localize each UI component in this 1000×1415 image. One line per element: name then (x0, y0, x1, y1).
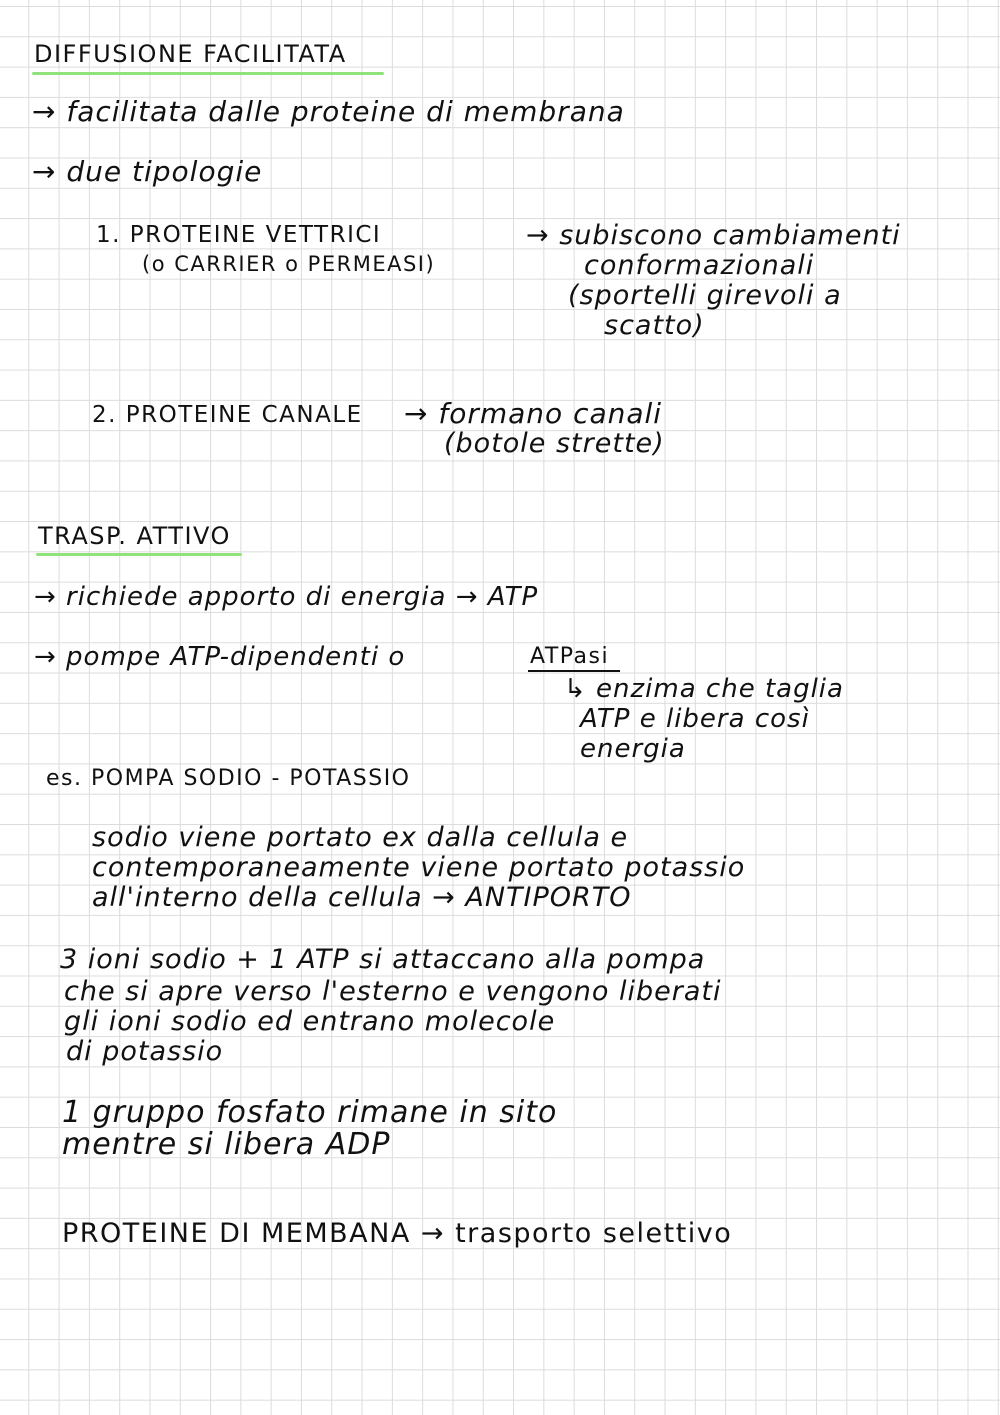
note-line: (sportelli girevoli a (568, 280, 842, 311)
note-line: all'interno della cellula → ANTIPORTO (92, 882, 632, 913)
note-line: energia (580, 734, 686, 764)
note-line: contemporaneamente viene portato potassio (92, 852, 746, 883)
example-heading: es. POMPA SODIO - POTASSIO (46, 766, 411, 791)
note-line: ↳ enzima che taglia (564, 674, 844, 704)
note-line: scatto) (604, 310, 705, 341)
note-line: di potassio (66, 1036, 224, 1067)
section-title-diffusione: DIFFUSIONE FACILITATA (34, 40, 347, 68)
atpasi-term: ATPasi (530, 644, 610, 669)
note-line: gli ioni sodio ed entrano molecole (64, 1006, 556, 1037)
note-line: mentre si libera ADP (62, 1127, 391, 1162)
note-line: 3 ioni sodio + 1 ATP si attaccano alla pompa (60, 944, 706, 975)
note-line: sodio viene portato ex dalla cellula e (92, 822, 629, 853)
note-line: → subiscono cambiamenti (526, 220, 901, 251)
list-item-vettrici: 1. PROTEINE VETTRICI (96, 222, 382, 248)
title-highlight (32, 72, 384, 75)
note-line: → formano canali (404, 397, 663, 430)
note-line: che si apre verso l'esterno e vengono liberati (64, 976, 722, 1007)
note-line: → due tipologie (32, 155, 263, 188)
note-line: ATP e libera così (580, 704, 810, 734)
section-title-trasporto: TRASP. ATTIVO (38, 522, 231, 550)
note-line: 1 gruppo fosfato rimane in sito (62, 1095, 558, 1130)
note-line: → richiede apporto di energia → ATP (34, 582, 539, 612)
note-line: → facilitata dalle proteine di membrana (32, 95, 625, 128)
note-line: conformazionali (584, 250, 815, 281)
note-line: → pompe ATP-dipendenti o (34, 642, 406, 672)
list-item-vettrici-sub: (o CARRIER o PERMEASI) (142, 252, 436, 276)
final-line: PROTEINE DI MEMBANA → trasporto selettivo (62, 1218, 733, 1249)
title-highlight (36, 553, 242, 556)
atpasi-underline (528, 670, 620, 672)
list-item-canale: 2. PROTEINE CANALE (92, 402, 363, 428)
note-line: (botole strette) (444, 428, 665, 459)
